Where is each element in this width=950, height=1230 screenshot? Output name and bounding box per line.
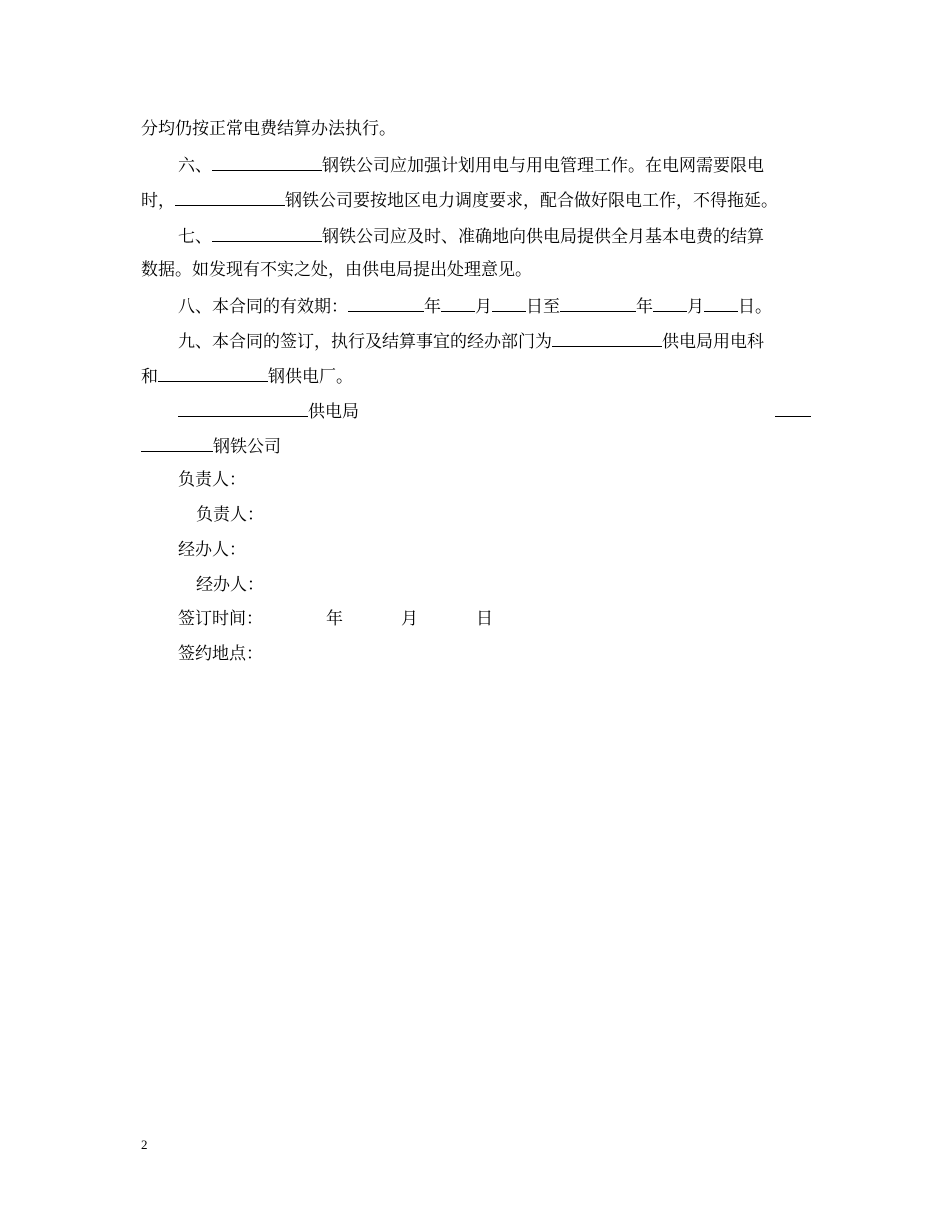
paragraph-line (141, 118, 396, 140)
clause-6-line-2 (141, 188, 778, 212)
person-in-charge-2 (196, 504, 264, 526)
day-label: 日。 (738, 297, 772, 317)
year-label: 年 (326, 609, 343, 629)
text: 钢供电厂。 (268, 367, 353, 387)
clause-text: 八、本合同的有效期： (178, 297, 348, 317)
field-label: 负责人： (178, 470, 246, 490)
handler-2 (196, 574, 264, 596)
blank-year (560, 294, 636, 312)
sign-year (326, 608, 343, 630)
text: 钢铁公司应及时、准确地向供电局提供全月基本电费的结算 (322, 227, 764, 247)
blank-field (175, 188, 285, 206)
clause-8-line (178, 294, 772, 318)
sign-place-line (178, 643, 263, 665)
text: 数据。如发现有不实之处，由供电局提出处理意见。 (141, 260, 532, 280)
blank-field (178, 399, 308, 417)
text: 时， (141, 191, 175, 211)
clause-number: 七、 (178, 227, 212, 247)
signature-power-bureau (178, 399, 359, 423)
field-label: 签订时间： (178, 609, 263, 629)
clause-9-line-2 (141, 364, 353, 388)
text: 钢铁公司要按地区电力调度要求，配合做好限电工作，不得拖延。 (285, 191, 778, 211)
clause-number: 六、 (178, 156, 212, 176)
blank-field (775, 399, 811, 417)
signature-steel-company (141, 434, 281, 458)
party-label: 供电局 (308, 402, 359, 422)
blank-day (492, 294, 526, 312)
text: 钢铁公司应加强计划用电与用电管理工作。在电网需要限电 (322, 156, 764, 176)
year-label: 年 (424, 297, 441, 317)
text: 和 (141, 367, 158, 387)
field-label: 签约地点： (178, 644, 263, 664)
day-label: 日 (476, 609, 493, 629)
clause-9-line-1 (178, 329, 764, 353)
blank-field (141, 434, 213, 452)
blank-year (348, 294, 424, 312)
field-label: 负责人： (196, 505, 264, 525)
text: 供电局用电科 (662, 332, 764, 352)
text: 分均仍按正常电费结算办法执行。 (141, 119, 396, 139)
party-label: 钢铁公司 (213, 437, 281, 457)
signature-blank-continuation (775, 399, 811, 423)
month-label: 月 (475, 297, 492, 317)
field-label: 经办人： (178, 540, 246, 560)
sign-month (401, 608, 418, 630)
blank-day (704, 294, 738, 312)
clause-7-line-2 (141, 259, 532, 281)
year-label: 年 (636, 297, 653, 317)
page-number: 2 (141, 1137, 148, 1152)
field-label: 经办人： (196, 575, 264, 595)
blank-month (653, 294, 687, 312)
month-label: 月 (687, 297, 704, 317)
blank-month (441, 294, 475, 312)
text: 九、本合同的签订，执行及结算事宜的经办部门为 (178, 332, 552, 352)
day-to-label: 日至 (526, 297, 560, 317)
blank-field (552, 329, 662, 347)
clause-6-line-1 (178, 153, 764, 177)
clause-7-line-1 (178, 224, 764, 248)
handler-1 (178, 539, 246, 561)
blank-field (158, 364, 268, 382)
person-in-charge-1 (178, 469, 246, 491)
month-label: 月 (401, 609, 418, 629)
blank-field (212, 224, 322, 242)
sign-time-line (178, 608, 263, 630)
sign-day (476, 608, 493, 630)
blank-field (212, 153, 322, 171)
